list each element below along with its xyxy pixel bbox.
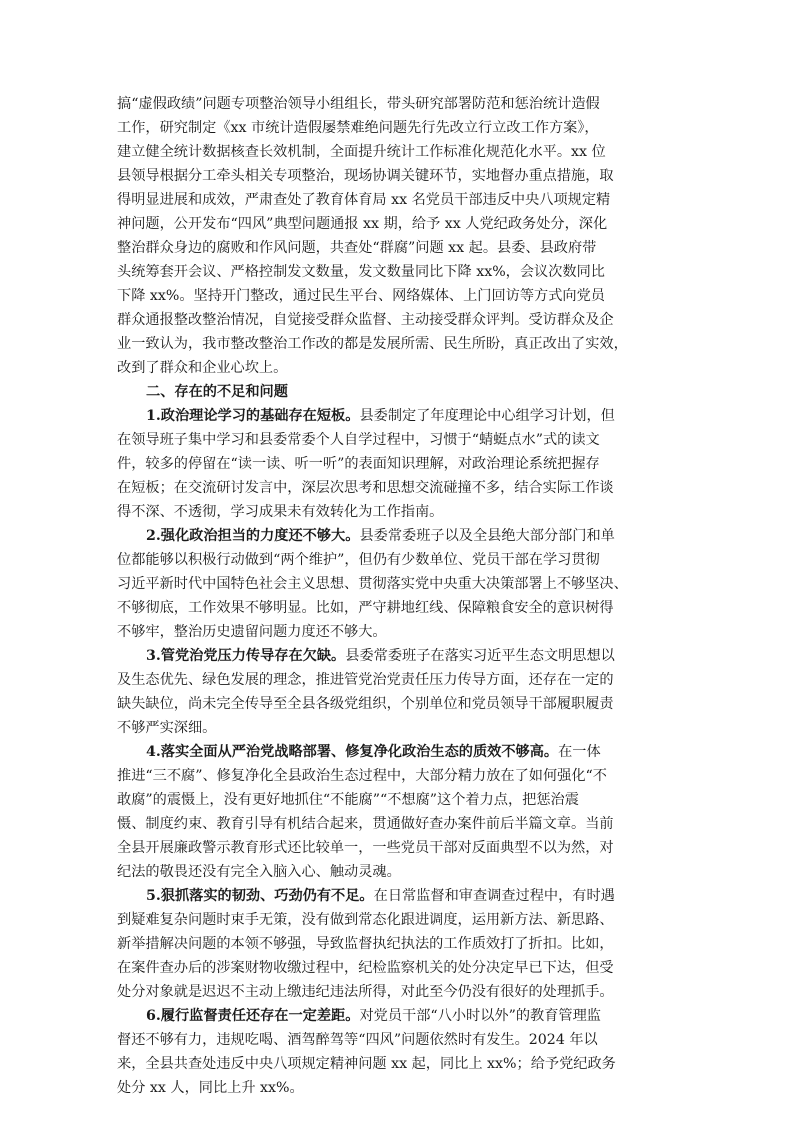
paragraph-1 <box>117 92 676 380</box>
text-line: 件，较多的停留在“读一读、听一听”的表面知识理解，对政治理论系统把握存 <box>117 456 600 472</box>
item-lead: 6.履行监督责任还存在一定差距。 <box>146 1008 360 1024</box>
text-line: 推进“三不腐”、修复净化全县政治生态过程中，大部分精力放在了如何强化“不 <box>117 768 607 784</box>
text-line: 下降 xx%。坚持开门整改，通过民生平台、网络媒体、上门回访等方式向党员 <box>117 288 605 304</box>
item-text: 县委制定了年度理论中心组学习计划，但 <box>359 408 615 424</box>
text-line: 处分 xx 人，同比上升 xx%。 <box>117 1080 304 1096</box>
item-3 <box>117 644 676 740</box>
text-line: 习近平新时代中国特色社会主义思想、贯彻落实党中央重大决策部署上不够坚决、 <box>117 576 628 592</box>
item-1 <box>117 404 676 524</box>
item-lead: 2.强化政治担当的力度还不够大。 <box>146 528 360 544</box>
text-line <box>117 884 676 908</box>
text-line: 工作，研究制定《xx 市统计造假屡禁难绝问题先行先改立行立改工作方案》， <box>117 120 599 136</box>
text-line: 位都能够以积极行动做到“两个维护”，但仍有少数单位、党员干部在学习贯彻 <box>117 552 600 568</box>
text-line: 改到了群众和企业心坎上。 <box>117 360 288 376</box>
text-line: 不够严实深细。 <box>117 720 217 736</box>
text-line: 群众通报整改整治情况，自觉接受群众监督、主动接受群众评判。受访群众及企 <box>117 312 614 328</box>
text-line: 头统筹套开会议、严格控制发文数量，发文数量同比下降 xx%，会议次数同比 <box>117 264 605 280</box>
item-lead: 3.管党治党压力传导存在欠缺。 <box>146 648 346 664</box>
section-heading: 二、存在的不足和问题 <box>146 384 288 400</box>
text-line <box>117 644 676 668</box>
text-line: 纪法的敬畏还没有完全入脑入心、触动灵魂。 <box>117 864 401 880</box>
item-lead: 1.政治理论学习的基础存在短板。 <box>146 408 360 424</box>
text-line: 得不深、不透彻，学习成果未有效转化为工作指南。 <box>117 504 444 520</box>
text-line: 不够彻底，工作效果不够明显。比如，严守耕地红线、保障粮食安全的意识树得 <box>117 600 614 616</box>
text-line: 督还不够有力，违规吃喝、酒驾醉驾等“四风”问题依然时有发生。2024 年以 <box>117 1032 598 1048</box>
text-line: 及生态优先、绿色发展的理念，推进管党治党责任压力传导方面，还存在一定的 <box>117 672 614 688</box>
item-text: 县委常委班子在落实习近平生态文明思想以 <box>345 648 615 664</box>
item-6 <box>117 1004 676 1100</box>
text-line: 在案件查办后的涉案财物收缴过程中，纪检监察机关的处分决定早已下达，但受 <box>117 960 614 976</box>
text-line: 建立健全统计数据核查长效机制，全面提升统计工作标准化规范化水平。xx 位 <box>117 144 606 160</box>
text-line <box>117 1004 676 1028</box>
text-line: 县领导根据分工牵头相关专项整治，现场协调关键环节，实地督办重点措施，取 <box>117 168 614 184</box>
item-text: 在日常监督和审查调查过程中，有时遇 <box>373 888 615 904</box>
item-lead: 5.狠抓落实的韧劲、巧劲仍有不足。 <box>146 888 374 904</box>
text-line <box>117 524 676 548</box>
text-line: 整治群众身边的腐败和作风问题，共查处“群腐”问题 xx 起。县委、县政府带 <box>117 240 597 256</box>
item-5 <box>117 884 676 1004</box>
text-line: 缺失缺位，尚未完全传导至全县各级党组织，个别单位和党员领导干部履职履责 <box>117 696 614 712</box>
text-line: 业一致认为，我市整改整治工作改的都是发展所需、民生所盼，真正改出了实效， <box>117 336 628 352</box>
text-line: 搞“虚假政绩”问题专项整治领导小组组长，带头研究部署防范和惩治统计造假 <box>117 96 600 112</box>
item-text: 在一体 <box>558 744 601 760</box>
item-2 <box>117 524 676 644</box>
item-text: 县委常委班子以及全县绝大部分部门和单 <box>359 528 615 544</box>
item-text: 对党员干部“八小时以外”的教育管理监 <box>359 1008 601 1024</box>
text-line <box>117 404 676 428</box>
text-line: 敢腐”的震慑上，没有更好地抓住“不能腐”“不想腐”这个着力点，把惩治震 <box>117 792 579 808</box>
item-lead: 4.落实全面从严治党战略部署、修复净化政治生态的质效不够高。 <box>146 744 559 760</box>
text-line: 在短板；在交流研讨发言中，深层次思考和思想交流碰撞不多，结合实际工作谈 <box>117 480 614 496</box>
text-line: 慑、制度约束、教育引导有机结合起来，贯通做好查办案件前后半篇文章。当前 <box>117 816 614 832</box>
text-line: 在领导班子集中学习和县委常委个人自学过程中，习惯于“蜻蜓点水”式的读文 <box>117 432 600 448</box>
text-line: 来，全县共查处违反中央八项规定精神问题 xx 起，同比上 xx%；给予党纪政务 <box>117 1056 616 1072</box>
text-line: 神问题，公开发布“四风”典型问题通报 xx 期，给予 xx 人党纪政务处分，深化 <box>117 216 608 232</box>
text-line: 新举措解决问题的本领不够强，导致监督执纪执法的工作质效打了折扣。比如， <box>117 936 614 952</box>
text-line: 不够牢，整治历史遗留问题力度还不够大。 <box>117 624 387 640</box>
text-line: 处分对象就是迟迟不主动上缴违纪违法所得，对此至今仍没有很好的处理抓手。 <box>117 984 614 1000</box>
text-line: 到疑难复杂问题时束手无策，没有做到常态化跟进调度，运用新方法、新思路、 <box>117 912 614 928</box>
text-line: 全县开展廉政警示教育形式还比较单一，一些党员干部对反面典型不以为然，对 <box>117 840 614 856</box>
text-line: 得明显进展和成效，严肃查处了教育体育局 xx 名党员干部违反中央八项规定精 <box>117 192 611 208</box>
item-4 <box>117 740 676 884</box>
text-line <box>117 740 676 764</box>
